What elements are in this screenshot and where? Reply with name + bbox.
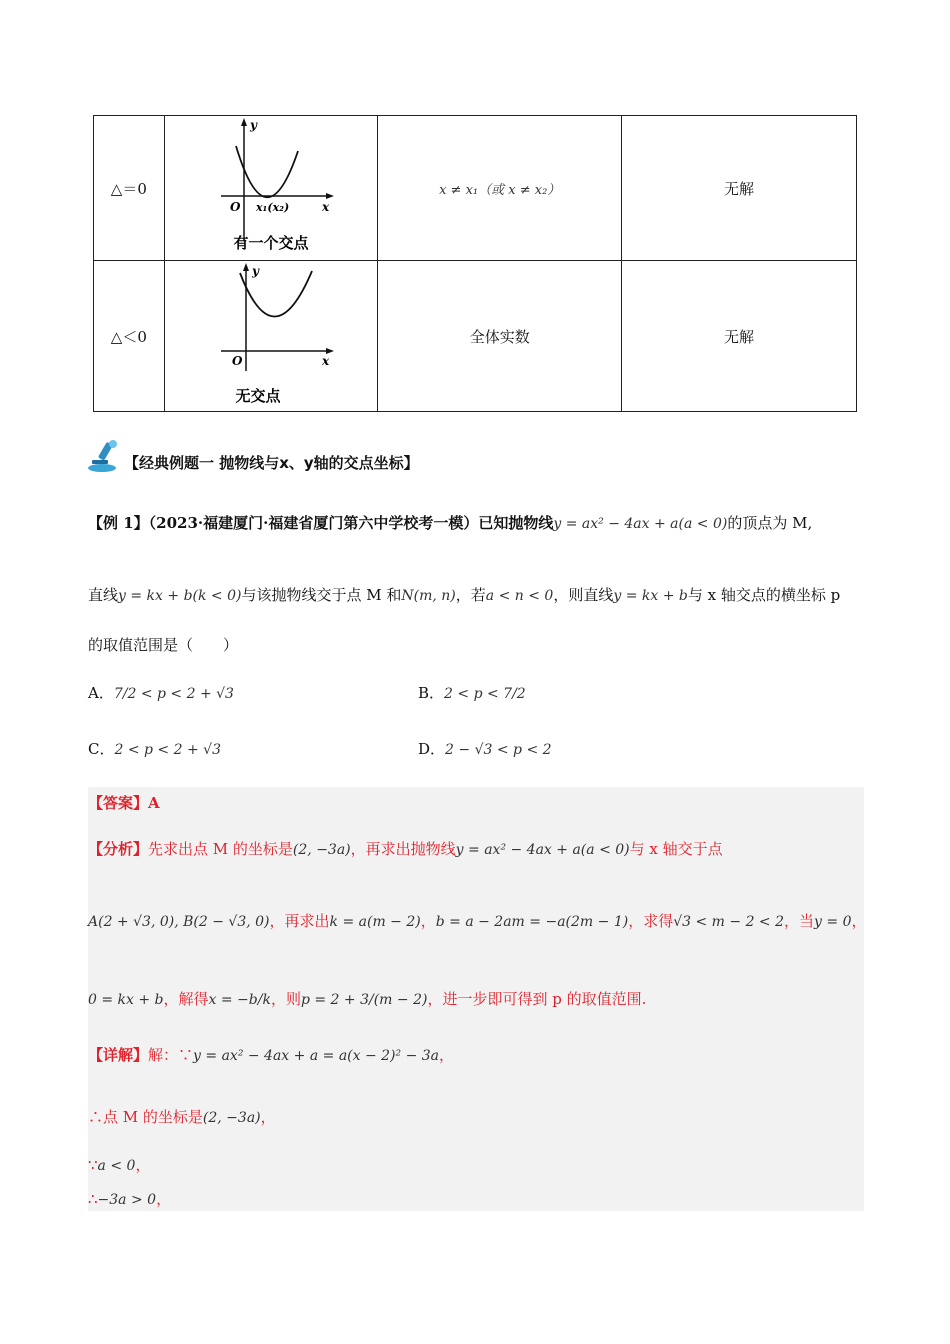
microscope-icon xyxy=(86,438,122,474)
analysis-line-3: 0 = kx + b，解得x = −b/k，则p = 2 + 3/(m − 2)，进一步即可得到 p 的取值范围. xyxy=(88,990,647,1008)
svg-text:O: O xyxy=(231,354,243,368)
graph-cell xyxy=(164,116,378,261)
option-b[interactable]: B．2 < p < 7/2 xyxy=(418,684,526,702)
step-2: ∵a < 0， xyxy=(88,1156,151,1174)
svg-text:y: y xyxy=(249,118,257,132)
discriminant-table xyxy=(93,115,857,412)
svg-text:有一个交点: 有一个交点 xyxy=(233,234,309,252)
option-d[interactable]: D．2 − √3 < p < 2 xyxy=(418,740,552,758)
table-row xyxy=(94,116,857,261)
svg-text:y: y xyxy=(251,264,259,278)
option-c[interactable]: C．2 < p < 2 + √3 xyxy=(88,740,221,758)
table-row xyxy=(94,261,857,412)
parabola-one-root-graph xyxy=(206,116,336,256)
graph-cell xyxy=(164,261,378,412)
step-1: ∴点 M 的坐标是(2, −3a)， xyxy=(88,1108,276,1126)
parabola-no-root-graph xyxy=(206,261,336,407)
solution-gt-cell: 全体实数 xyxy=(378,261,622,412)
answer: 【答案】A xyxy=(88,794,160,812)
svg-text:x₁(x₂): x₁(x₂) xyxy=(255,201,290,214)
analysis-line-1: 【分析】先求出点 M 的坐标是(2, −3a)，再求出抛物线y = ax² − 4ax + a(a < 0)与 x 轴交于点 xyxy=(88,840,723,858)
solution-gt-cell: x ≠ x₁（或 x ≠ x₂） xyxy=(378,116,622,261)
svg-text:无交点: 无交点 xyxy=(235,387,281,405)
step-3: ∴−3a > 0， xyxy=(88,1190,172,1208)
example-line-1: 【例 1】（2023·福建厦门·福建省厦门第六中学校考一模）已知抛物线y = ax² − 4ax + a(a < 0)的顶点为 M, xyxy=(88,514,813,532)
section-heading: 【经典例题一 抛物线与x、y轴的交点坐标】 xyxy=(124,454,419,472)
svg-text:O: O xyxy=(229,200,241,214)
svg-text:x: x xyxy=(321,354,330,368)
detail-line: 【详解】解：∵y = ax² − 4ax + a = a(x − 2)² − 3a， xyxy=(88,1046,455,1064)
example-line-3: 的取值范围是（ ） xyxy=(88,636,239,654)
option-a[interactable]: A．7/2 < p < 2 + √3 xyxy=(88,684,234,702)
delta-cell: △＜0 xyxy=(94,261,165,412)
svg-text:x: x xyxy=(321,200,330,214)
example-line-2: 直线y = kx + b(k < 0)与该抛物线交于点 M 和N(m, n)，若a < n < 0，则直线y = kx + b与 x 轴交点的横坐标 p xyxy=(88,586,841,604)
solution-lt-cell: 无解 xyxy=(622,261,857,412)
delta-cell: △＝0 xyxy=(94,116,165,261)
analysis-line-2: A(2 + √3, 0), B(2 − √3, 0)，再求出k = a(m − 2)，b = a − 2am = −a(2m − 1)，求得√3 < m − 2 < 2，当y = 0， xyxy=(88,912,867,930)
solution-lt-cell: 无解 xyxy=(622,116,857,261)
